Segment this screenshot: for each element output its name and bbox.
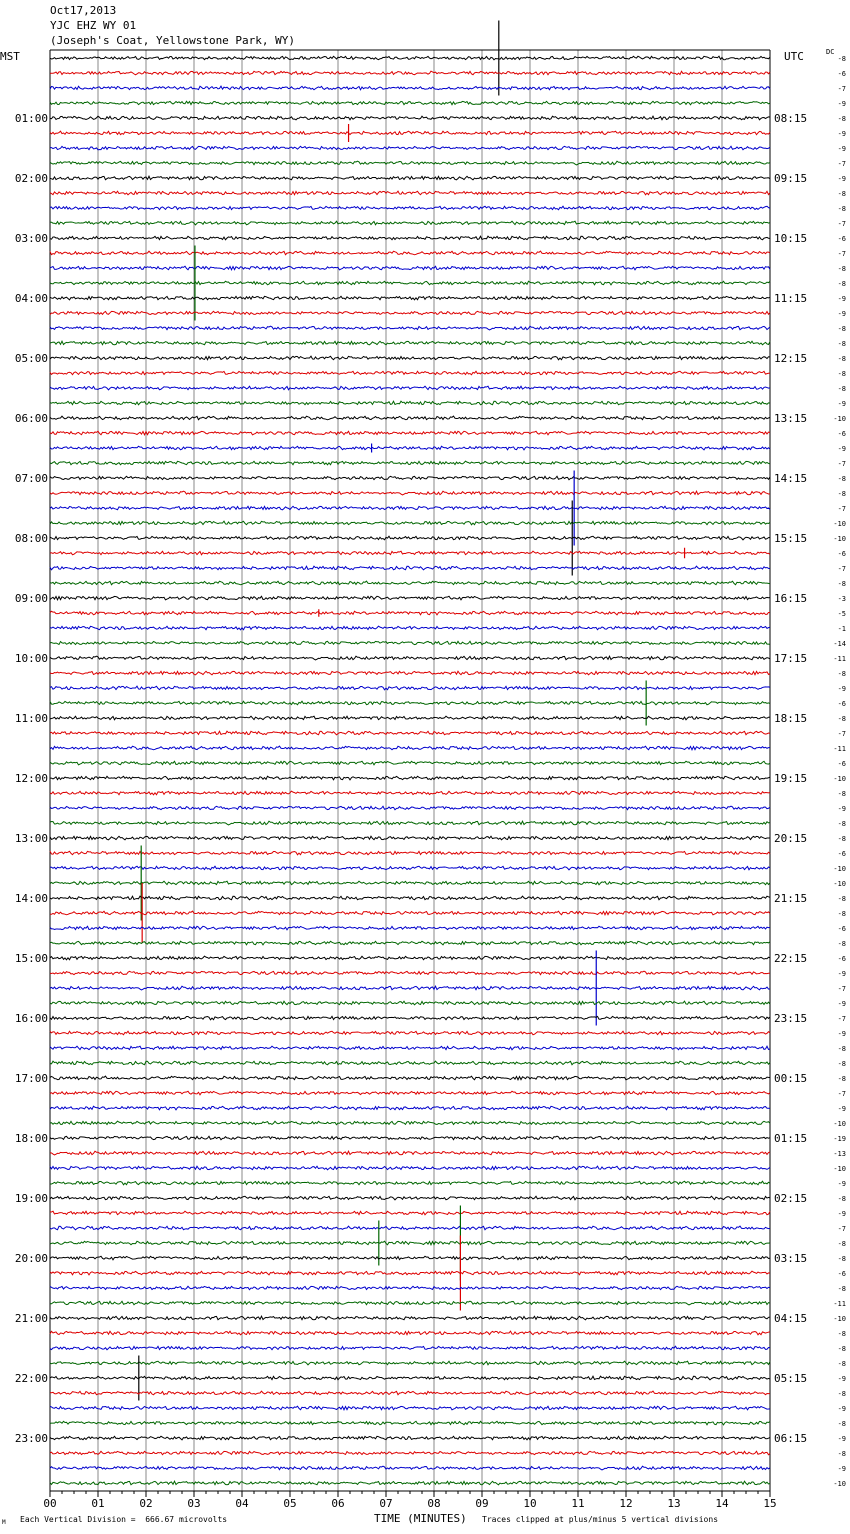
dc-offset-label: -9 (837, 1000, 846, 1008)
mst-hour-label: 01:00 (14, 112, 48, 125)
trace-56 (50, 896, 770, 900)
dc-offset-label: -8 (837, 340, 846, 348)
dc-offset-label: -8 (837, 715, 846, 723)
trace-88 (50, 1376, 770, 1380)
dc-offset-label: -9 (837, 1375, 846, 1383)
trace-9 (50, 191, 770, 195)
trace-74 (50, 1166, 770, 1170)
trace-16 (50, 296, 770, 300)
x-tick-label: 01 (91, 1497, 105, 1510)
trace-72 (50, 1136, 770, 1140)
utc-hour-label: 04:15 (774, 1312, 808, 1325)
trace-34 (50, 566, 770, 570)
x-tick-label: 03 (187, 1497, 201, 1510)
dc-offset-label: -8 (837, 1255, 846, 1263)
trace-25 (50, 431, 770, 435)
dc-offset-label: -9 (837, 445, 846, 453)
trace-36 (50, 596, 770, 600)
dc-offset-label: -8 (837, 940, 846, 948)
dc-offset-label: -9 (837, 1465, 846, 1473)
dc-offset-label: -9 (837, 100, 846, 108)
trace-52 (50, 836, 770, 840)
trace-59 (50, 941, 770, 945)
utc-hour-label: 20:15 (774, 832, 808, 845)
dc-offset-label: -1 (837, 625, 846, 633)
trace-24 (50, 416, 770, 420)
x-tick-label: 12 (619, 1497, 633, 1510)
dc-offset-label: -8 (837, 205, 846, 213)
trace-92 (50, 1436, 770, 1440)
utc-hour-label: 21:15 (774, 892, 808, 905)
mst-hour-label: 12:00 (14, 772, 48, 785)
dc-offset-label: -8 (837, 355, 846, 363)
dc-offset-label: -8 (837, 1285, 846, 1293)
trace-29 (50, 491, 770, 495)
dc-offset-label: -9 (837, 1030, 846, 1038)
trace-39 (50, 641, 770, 644)
dc-offset-label: -7 (837, 1090, 846, 1098)
dc-offset-label: -7 (837, 460, 846, 468)
x-tick-label: 05 (283, 1497, 297, 1510)
utc-hour-label: 10:15 (774, 232, 808, 245)
dc-offset-label: -9 (837, 145, 846, 153)
dc-offset-label: -10 (833, 1120, 846, 1128)
x-tick-label: 04 (235, 1497, 249, 1510)
trace-40 (50, 656, 770, 660)
trace-70 (50, 1106, 770, 1110)
trace-12 (50, 236, 770, 240)
utc-hour-label: 23:15 (774, 1012, 808, 1025)
dc-offset-label: -8 (837, 1390, 846, 1398)
dc-offset-label: -8 (837, 265, 846, 273)
dc-offset-label: -8 (837, 1420, 846, 1428)
dc-offset-label: -9 (837, 1435, 846, 1443)
dc-offset-label: -8 (837, 670, 846, 678)
dc-offset-label: -8 (837, 385, 846, 393)
trace-28 (50, 476, 770, 479)
mst-hour-label: 13:00 (14, 832, 48, 845)
x-axis-title: TIME (MINUTES) (374, 1512, 467, 1525)
trace-0 (50, 56, 770, 60)
trace-37 (50, 611, 770, 615)
trace-83 (50, 1301, 770, 1305)
trace-63 (50, 1001, 770, 1005)
trace-8 (50, 176, 770, 180)
trace-48 (50, 776, 770, 780)
trace-33 (50, 551, 770, 555)
dc-offset-label: -8 (837, 820, 846, 828)
trace-61 (50, 971, 770, 975)
trace-51 (50, 821, 770, 825)
mst-hour-label: 19:00 (14, 1192, 48, 1205)
dc-offset-label: -9 (837, 685, 846, 693)
trace-79 (50, 1241, 770, 1245)
trace-31 (50, 521, 770, 525)
trace-44 (50, 716, 770, 720)
dc-offset-label: -10 (833, 1480, 846, 1488)
seismic-traces (50, 21, 770, 1485)
trace-62 (50, 986, 770, 990)
trace-64 (50, 1016, 770, 1019)
utc-hour-label: 12:15 (774, 352, 808, 365)
trace-15 (50, 281, 770, 285)
trace-4 (50, 116, 770, 120)
dc-offset-label: -9 (837, 970, 846, 978)
trace-90 (50, 1406, 770, 1410)
dc-offset-label: -8 (837, 1045, 846, 1053)
utc-hour-label: 03:15 (774, 1252, 808, 1265)
x-tick-label: 02 (139, 1497, 153, 1510)
trace-87 (50, 1361, 770, 1365)
trace-1 (50, 71, 770, 75)
trace-73 (50, 1151, 770, 1155)
dc-offset-label: -8 (837, 1075, 846, 1083)
x-tick-label: 00 (43, 1497, 57, 1510)
trace-35 (50, 581, 770, 585)
utc-hour-label: 05:15 (774, 1372, 808, 1385)
trace-82 (50, 1286, 770, 1289)
trace-10 (50, 206, 770, 209)
mst-hour-label: 22:00 (14, 1372, 48, 1385)
trace-85 (50, 1331, 770, 1335)
trace-7 (50, 161, 770, 165)
trace-93 (50, 1451, 770, 1454)
trace-60 (50, 956, 770, 960)
dc-offset-label: -10 (833, 415, 846, 423)
dc-offset-label: -5 (837, 610, 846, 618)
dc-offset-label: -8 (837, 1240, 846, 1248)
dc-offset-label: -6 (837, 235, 846, 243)
dc-offset-label: -9 (837, 295, 846, 303)
mst-hour-label: 03:00 (14, 232, 48, 245)
utc-hour-label: 18:15 (774, 712, 808, 725)
dc-offset-label: -13 (833, 1150, 846, 1158)
dc-offset-label: -10 (833, 880, 846, 888)
dc-offset-label: -7 (837, 1015, 846, 1023)
dc-offset-label: -8 (837, 280, 846, 288)
trace-65 (50, 1031, 770, 1035)
dc-offset-label: -7 (837, 1225, 846, 1233)
trace-13 (50, 251, 770, 255)
dc-offset-label: -9 (837, 1105, 846, 1113)
trace-20 (50, 356, 770, 360)
axis-labels (15, 55, 846, 1510)
mst-hour-label: 20:00 (14, 1252, 48, 1265)
x-tick-label: 08 (427, 1497, 441, 1510)
trace-78 (50, 1226, 770, 1230)
mst-hour-label: 21:00 (14, 1312, 48, 1325)
dc-offset-label: -6 (837, 760, 846, 768)
trace-47 (50, 761, 770, 765)
dc-offset-label: -6 (837, 550, 846, 558)
x-tick-label: 13 (667, 1497, 681, 1510)
dc-offset-label: -10 (833, 1165, 846, 1173)
trace-71 (50, 1121, 770, 1125)
dc-offset-label: -11 (833, 1300, 846, 1308)
trace-30 (50, 506, 770, 510)
dc-offset-label: -7 (837, 730, 846, 738)
utc-hour-label: 09:15 (774, 172, 808, 185)
dc-offset-label: -8 (837, 1060, 846, 1068)
utc-hour-label: 11:15 (774, 292, 808, 305)
dc-offset-label: -7 (837, 985, 846, 993)
x-tick-label: 11 (571, 1497, 585, 1510)
utc-hour-label: 14:15 (774, 472, 808, 485)
trace-84 (50, 1316, 770, 1320)
mst-hour-label: 06:00 (14, 412, 48, 425)
trace-81 (50, 1271, 770, 1275)
x-tick-label: 10 (523, 1497, 537, 1510)
dc-offset-label: -8 (837, 895, 846, 903)
station-location: (Joseph's Coat, Yellowstone Park, WY) (50, 34, 296, 47)
dc-offset-label: -8 (837, 580, 846, 588)
utc-hour-label: 19:15 (774, 772, 808, 785)
mst-hour-label: 15:00 (14, 952, 48, 965)
trace-76 (50, 1196, 770, 1200)
x-tick-label: 14 (715, 1497, 729, 1510)
dc-offset-label: -6 (837, 700, 846, 708)
trace-27 (50, 461, 770, 465)
dc-offset-label: -7 (837, 160, 846, 168)
trace-57 (50, 911, 770, 915)
utc-hour-label: 22:15 (774, 952, 808, 965)
dc-offset-label: -8 (837, 55, 846, 63)
trace-23 (50, 401, 770, 405)
dc-offset-label: -9 (837, 175, 846, 183)
dc-offset-label: -10 (833, 535, 846, 543)
dc-offset-label: -8 (837, 475, 846, 483)
utc-axis-title: UTC (784, 50, 804, 63)
trace-77 (50, 1211, 770, 1215)
dc-offset-label: -7 (837, 505, 846, 513)
dc-offset-label: -7 (837, 220, 846, 228)
dc-offset-label: -9 (837, 310, 846, 318)
dc-offset-label: -10 (833, 1315, 846, 1323)
trace-68 (50, 1076, 770, 1080)
utc-hour-label: 00:15 (774, 1072, 808, 1085)
dc-offset-label: -19 (833, 1135, 846, 1143)
dc-offset-label: -8 (837, 910, 846, 918)
x-tick-label: 07 (379, 1497, 393, 1510)
utc-hour-label: 06:15 (774, 1432, 808, 1445)
station-code: YJC EHZ WY 01 (50, 19, 137, 32)
dc-offset-label: -10 (833, 775, 846, 783)
trace-2 (50, 86, 770, 90)
dc-offset-label: -6 (837, 70, 846, 78)
mst-hour-label: 23:00 (14, 1432, 48, 1445)
trace-45 (50, 731, 770, 735)
dc-offset-label: -9 (837, 130, 846, 138)
utc-hour-label: 08:15 (774, 112, 808, 125)
mst-hour-label: 05:00 (14, 352, 48, 365)
trace-17 (50, 311, 770, 314)
station-date: Oct17,2013 (50, 4, 117, 17)
dc-offset-label: -6 (837, 850, 846, 858)
trace-86 (50, 1346, 770, 1349)
trace-38 (50, 626, 770, 630)
trace-22 (50, 386, 770, 390)
mst-hour-label: 17:00 (14, 1072, 48, 1085)
mst-hour-label: 07:00 (14, 472, 48, 485)
trace-6 (50, 146, 770, 150)
mst-hour-label: 11:00 (14, 712, 48, 725)
mst-hour-label: 18:00 (14, 1132, 48, 1145)
footer-scale-note: Each Vertical Division = 666.67 microvolts (20, 1515, 228, 1524)
trace-5 (50, 131, 770, 134)
mst-hour-label: 16:00 (14, 1012, 48, 1025)
mst-hour-label: 04:00 (14, 292, 48, 305)
trace-43 (50, 701, 770, 705)
dc-offset-label: -9 (837, 1405, 846, 1413)
trace-67 (50, 1061, 770, 1065)
mst-hour-label: 10:00 (14, 652, 48, 665)
dc-offset-label: -8 (837, 190, 846, 198)
dc-offset-label: -8 (837, 1450, 846, 1458)
utc-hour-label: 17:15 (774, 652, 808, 665)
dc-offset-label: -8 (837, 1360, 846, 1368)
utc-hour-label: 02:15 (774, 1192, 808, 1205)
x-tick-label: 15 (763, 1497, 777, 1510)
trace-95 (50, 1481, 770, 1485)
dc-offset-label: -9 (837, 805, 846, 813)
dc-offset-label: -9 (837, 400, 846, 408)
dc-offset-label: -9 (837, 1180, 846, 1188)
trace-42 (50, 686, 770, 690)
utc-hour-label: 15:15 (774, 532, 808, 545)
trace-18 (50, 326, 770, 330)
dc-offset-label: -11 (833, 745, 846, 753)
trace-32 (50, 536, 770, 540)
trace-94 (50, 1466, 770, 1470)
dc-offset-label: -8 (837, 835, 846, 843)
trace-75 (50, 1181, 770, 1185)
dc-offset-label: -9 (837, 1210, 846, 1218)
trace-80 (50, 1256, 770, 1260)
footer-mark: M (2, 1519, 6, 1526)
dc-offset-label: -8 (837, 490, 846, 498)
mst-hour-label: 08:00 (14, 532, 48, 545)
trace-66 (50, 1046, 770, 1050)
x-tick-label: 06 (331, 1497, 345, 1510)
utc-hour-label: 16:15 (774, 592, 808, 605)
dc-offset-label: -6 (837, 430, 846, 438)
trace-14 (50, 266, 770, 270)
trace-41 (50, 671, 770, 675)
dc-offset-label: -8 (837, 790, 846, 798)
dc-label: DC (826, 48, 835, 56)
dc-offset-label: -6 (837, 925, 846, 933)
dc-offset-label: -3 (837, 595, 846, 603)
trace-58 (50, 926, 770, 930)
trace-50 (50, 806, 770, 810)
dc-offset-label: -6 (837, 1270, 846, 1278)
dc-offset-label: -7 (837, 85, 846, 93)
dc-offset-label: -8 (837, 115, 846, 123)
trace-89 (50, 1391, 770, 1395)
mst-hour-label: 09:00 (14, 592, 48, 605)
dc-offset-label: -8 (837, 1195, 846, 1203)
footer-clip-note: Traces clipped at plus/minus 5 vertical divisions (482, 1515, 719, 1524)
trace-53 (50, 851, 770, 855)
mst-hour-label: 02:00 (14, 172, 48, 185)
dc-offset-label: -8 (837, 1345, 846, 1353)
dc-offset-label: -10 (833, 520, 846, 528)
trace-11 (50, 221, 770, 225)
trace-3 (50, 101, 770, 104)
dc-offset-label: -8 (837, 1330, 846, 1338)
trace-69 (50, 1091, 770, 1095)
trace-91 (50, 1421, 770, 1425)
dc-offset-label: -7 (837, 250, 846, 258)
dc-offset-label: -10 (833, 865, 846, 873)
dc-offset-label: -11 (833, 655, 846, 663)
x-tick-label: 09 (475, 1497, 489, 1510)
utc-hour-label: 01:15 (774, 1132, 808, 1145)
dc-offset-label: -8 (837, 370, 846, 378)
mst-hour-label: 14:00 (14, 892, 48, 905)
utc-hour-label: 13:15 (774, 412, 808, 425)
trace-46 (50, 746, 770, 750)
dc-offset-label: -14 (833, 640, 846, 648)
trace-21 (50, 371, 770, 374)
trace-54 (50, 866, 770, 870)
dc-offset-label: -6 (837, 955, 846, 963)
trace-55 (50, 881, 770, 885)
trace-19 (50, 341, 770, 345)
mst-axis-title: MST (0, 50, 20, 63)
dc-offset-label: -7 (837, 565, 846, 573)
trace-49 (50, 791, 770, 795)
dc-offset-label: -8 (837, 325, 846, 333)
trace-26 (50, 446, 770, 450)
